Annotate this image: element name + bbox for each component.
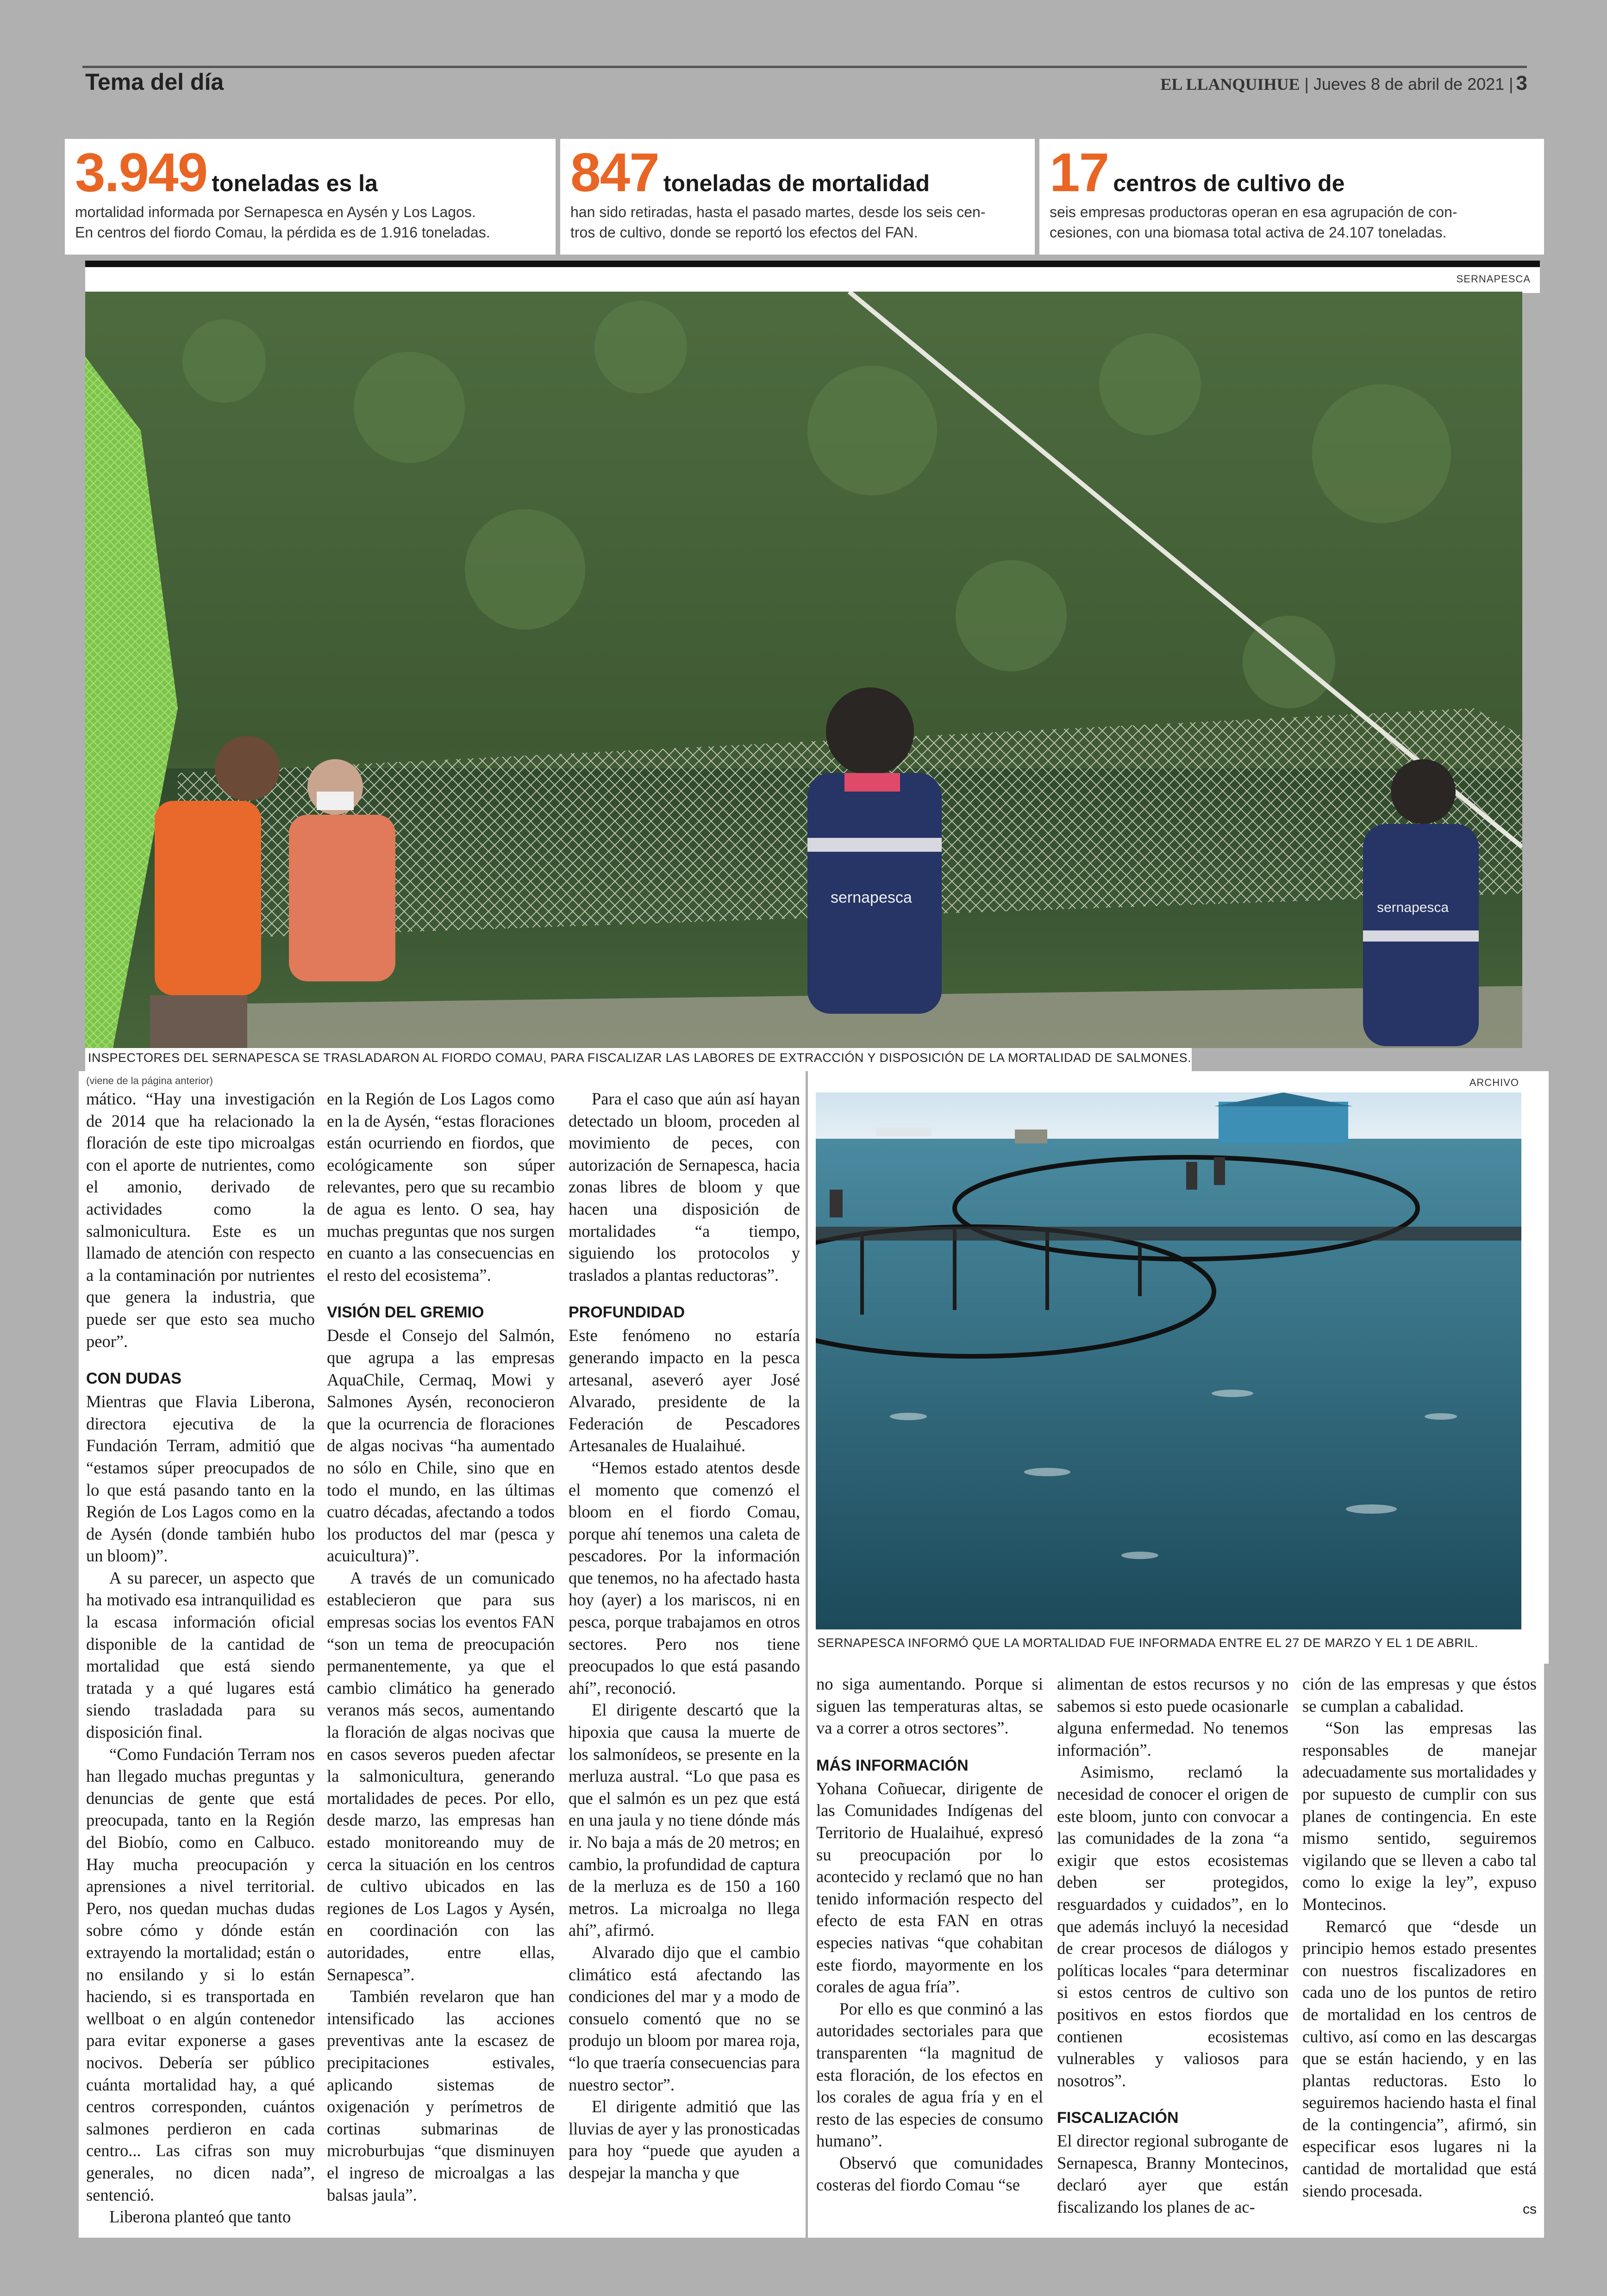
- stat-description: mortalidad informada por Sernapesca en Aysén y Los Lagos. En centros del fiordo Comau, la pérdida es de 1.916 toneladas.: [75, 204, 490, 241]
- paragraph: A través de un comunicado establecieron que para sus empresas socias los eventos FAN “son un tema de preocupación permanentemente, ya que el cambio climático ha generado veranos más secos, aumentando la floración de algas nocivas que en casos severos pueden afectar la salmonicultura, generando mortalidades de peces. Por ello, desde marzo, las empresas han estado monitoreando muy de cerca la situación en los centros de cultivo ubicados en las regiones de Los Lagos y Aysén, en coordinación con las autoridades, entre ellas, Sernapesca”.: [327, 1568, 555, 1984]
- paragraph: alimentan de estos recursos y no sabemos si esto puede ocasionarle alguna enfermedad. No tenemos información”.: [1057, 1674, 1288, 1759]
- paragraph: no siga aumentando. Porque si siguen las temperaturas altas, se va a correr a otros sectores”.: [816, 1674, 1043, 1738]
- paragraph: “Son las empresas las responsables de manejar adecuadamente sus mortalidades y por supuesto de cumplir con sus planes de contingencia. En este mismo sentido, seguiremos vigilando que se lleven a cabo tal como lo exige la ley”, expuso Montecinos.: [1302, 1718, 1537, 1914]
- stat-headline: toneladas de mortalidad: [663, 170, 930, 196]
- svg-text:sernapesca: sernapesca: [1377, 900, 1449, 915]
- stat-description: han sido retiradas, hasta el pasado martes, desde los seis cen- tros de cultivo, donde se reportó los efectos del FAN.: [570, 204, 986, 241]
- paragraph: Asimismo, reclamó la necesidad de conocer el origen de este bloom, junto con convocar a las comunidades de la zona “a exigir que estos ecosistemas deben ser protegidos, resguardados y cuidados”, en lo que además incluyó la necesidad de crear procesos de diálogos y políticas locales “para determinar si estos centros de cultivo son positivos en estos fiordos que contienen ecosistemas vulnerables y valiosos para nosotros”.: [1057, 1762, 1288, 2090]
- stat-number: 17: [1050, 142, 1109, 203]
- stat-box-2: [560, 139, 1035, 255]
- stat-number: 3.949: [75, 142, 207, 203]
- paragraph: mático. “Hay una investigación de 2014 que ha relacionado la floración de este tipo microalgas con el aporte de nutrientes, como el amonio, derivado de actividades como la salmonicultura. Este es un llamado de atención con respecto a la contaminación por nutrientes que genera la industria, que puede ser que esto sea mucho peor”.: [86, 1089, 315, 1351]
- stat-box-1: [65, 139, 556, 255]
- paragraph: Desde el Consejo del Salmón, que agrupa a las empresas AquaChile, Cermaq, Mowi y Salmones Aysén, reconocieron que la ocurrencia de floraciones de algas nocivas “ha aumentado no sólo en Chile, sino que en todo el mundo, en las últimas cuatro décadas, afectando a todos los productos del mar (pesca y acuicultura)”.: [327, 1326, 555, 1566]
- header-rule: [82, 66, 1527, 68]
- newspaper-name: EL LLANQUIHUE: [1160, 75, 1300, 94]
- article-column-4: [808, 1664, 1049, 2238]
- page-number: 3: [1516, 72, 1527, 94]
- main-photo-caption: INSPECTORES DEL SERNAPESCA SE TRASLADARON AL FIORDO COMAU, PARA FISCALIZAR LAS LABORES DE EXTRACCIÓN Y DISPOSICIÓN DE LA MORTALIDAD DE SALMONES.: [88, 1051, 1192, 1065]
- paragraph: Para el caso que aún así hayan detectado un bloom, proceden al movimiento de peces, con autorización de Sernapesca, hacia zonas libres de bloom y que hacen una disposición de mortalidades “a tiempo, siguiendo los protocolos y traslados a plantas reductoras”.: [569, 1089, 800, 1285]
- article-column-1: [79, 1071, 319, 2238]
- paragraph: El director regional subrogante de Sernapesca, Branny Montecinos, declaró ayer que están fiscalizando los planes de ac-: [1057, 2131, 1288, 2217]
- issue-date: | Jueves 8 de abril de 2021 |: [1304, 75, 1513, 94]
- article-column-5: [1049, 1664, 1294, 2238]
- photo-credit-bar: [85, 267, 1540, 293]
- article-column-3: [560, 1071, 806, 2238]
- paragraph: en la Región de Los Lagos como en la de Aysén, “estas floraciones están ocurriendo en fiordos, que ecológicamente son súper relevantes, pero que su recambio de agua es lento. O sea, hay muchas preguntas que nos surgen en cuanto a las consecuencias en el resto del ecosistema”.: [327, 1089, 555, 1285]
- photo-credit: SERNAPESCA: [1456, 273, 1531, 285]
- subhead: CON DUDAS: [86, 1370, 181, 1388]
- paragraph: Por ello es que conminó a las autoridades sectoriales para que transparenten “la magnitud de esta floración, de los efectos en los corales de agua fría y en el resto de las especies de consumo humano”.: [816, 1999, 1043, 2151]
- fjord-inspection-illustration: [85, 292, 1522, 1048]
- feeding-barge: [1219, 1102, 1348, 1143]
- paragraph: Yohana Coñuecar, dirigente de las Comunidades Indígenas del Territorio de Hualaihué, expresó su preocupación por lo acontecido y reclamó que no han tenido información respecto del efecto de esta FAN en otras especies nativas “que cohabitan este fiordo, mayormente en los corales de agua fría”.: [816, 1778, 1043, 1997]
- paragraph: Remarcó que “desde un principio hemos estado presentes con nuestros fiscalizadores en cada uno de los puntos de retiro de mortalidad en los centros de cultivo, así como en las descargas que se están haciendo, y en las plantas reductoras. Esto lo seguiremos haciendo hasta el final de la contingencia”, afirmó, sin especificar esos lugares ni la cantidad de mortalidad que está siendo procesada.: [1302, 1916, 1537, 2200]
- salmon-pens-illustration: [816, 1092, 1521, 1629]
- stat-headline: toneladas es la: [212, 170, 378, 196]
- second-photo: [816, 1092, 1521, 1629]
- paragraph: ción de las empresas y que éstos se cumplan a cabalidad.: [1302, 1674, 1537, 1716]
- paragraph: Liberona planteó que tanto: [109, 2207, 291, 2227]
- svg-text:sernapesca: sernapesca: [831, 889, 912, 906]
- paragraph: El dirigente descartó que la hipoxia que causa la muerte de los salmonídeos, se presente en la merluza austral. “Lo que pasa es que el salmón es un pez que está en una jaula y no tiene dónde más ir. No baja a más de 20 metros; en cambio, la profundidad de captura de la merluza es de 150 a 160 metros. La microalga no llega ahí”, afirmó.: [569, 1700, 800, 1940]
- subhead: FISCALIZACIÓN: [1057, 2109, 1179, 2127]
- section-title: Tema del día: [85, 69, 224, 95]
- paragraph: El dirigente admitió que las lluvias de ayer y las pronosticadas para hoy “puede que ayuden a despejar la mancha y que: [569, 2097, 800, 2182]
- subhead: VISIÓN DEL GREMIO: [327, 1304, 484, 1322]
- stat-box-3: [1039, 139, 1544, 255]
- subhead: PROFUNDIDAD: [569, 1304, 685, 1322]
- second-photo-caption: SERNAPESCA INFORMÓ QUE LA MORTALIDAD FUE INFORMADA ENTRE EL 27 DE MARZO Y EL 1 DE ABRIL.: [817, 1636, 1478, 1650]
- article-column-6: [1294, 1664, 1544, 2238]
- paragraph: Mientras que Flavia Liberona, directora ejecutiva de la Fundación Terram, admitió que “estamos súper preocupados de lo que está pasando tanto en la Región de Los Lagos como en la de Aysén (donde también hubo un bloom)”.: [86, 1392, 315, 1566]
- article-column-2: [319, 1071, 560, 2238]
- masthead: [1160, 72, 1527, 95]
- stat-headline: centros de cultivo de: [1113, 170, 1345, 196]
- paragraph: Alvarado dijo que el cambio climático está afectando las condiciones del mar y a modo de consuelo comentó que no se produjo un bloom por marea roja, “lo que traería consecuencias para nuestro sector”.: [569, 1942, 800, 2094]
- second-photo-credit: ARCHIVO: [1469, 1077, 1519, 1088]
- paragraph: “Hemos estado atentos desde el momento que comenzó el bloom en el fiordo Comau, porque ahí tenemos una caleta de pescadores. Por la información que tenemos, no ha afectado hasta hoy (ayer) a los mariscos, ni en pesca, porque trabajamos en otros sectores. Pero nos tiene preocupados lo que está pasando ahí”, reconoció.: [569, 1458, 800, 1697]
- divider-rule: [85, 261, 1540, 267]
- continued-note: (viene de la página anterior): [86, 1075, 213, 1086]
- paragraph: A su parecer, un aspecto que ha motivado esa intranquilidad es la escasa información oficial disponible de la cantidad de mortalidad que está siendo tratada y a qué lugares está siendo trasladada para su disposición final.: [86, 1568, 315, 1742]
- stat-description: seis empresas productoras operan en esa agrupación de con- cesiones, con una biomasa total activa de 24.107 toneladas.: [1050, 204, 1457, 241]
- main-photo: [85, 292, 1522, 1048]
- stat-number: 847: [570, 142, 659, 203]
- end-mark: cs: [1523, 2202, 1537, 2217]
- paragraph: Este fenómeno no estaría generando impacto en la pesca artesanal, aseveró ayer José Alvarado, presidente de la Federación de Pescadores Artesanales de Hualaihué.: [569, 1326, 800, 1455]
- paragraph: Observó que comunidades costeras del fiordo Comau “se: [816, 2153, 1043, 2195]
- paragraph: También revelaron que han intensificado las acciones preventivas ante la escasez de precipitaciones estivales, aplicando sistemas de oxigenación y perímetros de cortinas submarinas de microburbujas “que disminuyen el ingreso de microalgas a las balsas jaula”.: [327, 1987, 555, 2204]
- paragraph: “Como Fundación Terram nos han llegado muchas preguntas y denuncias de gente que está preocupada, tanto en la Región del Biobío, como en Calbuco. Hay mucha preocupación y aprensiones a nivel territorial. Pero, nos quedan muchas dudas sobre cómo y dónde están extrayendo la mortalidad; están o no ensilando y si lo están haciendo, si es transportada en wellboat o en algún contenedor para evitar exponerse a gases nocivos. Debería ser público cuánta mortalidad hay, a qué centros corresponden, cuántos salmones perdieron en cada centro... Las cifras son muy generales, no dicen nada”, sentenció.: [86, 1744, 315, 2204]
- subhead: MÁS INFORMACIÓN: [816, 1756, 969, 1774]
